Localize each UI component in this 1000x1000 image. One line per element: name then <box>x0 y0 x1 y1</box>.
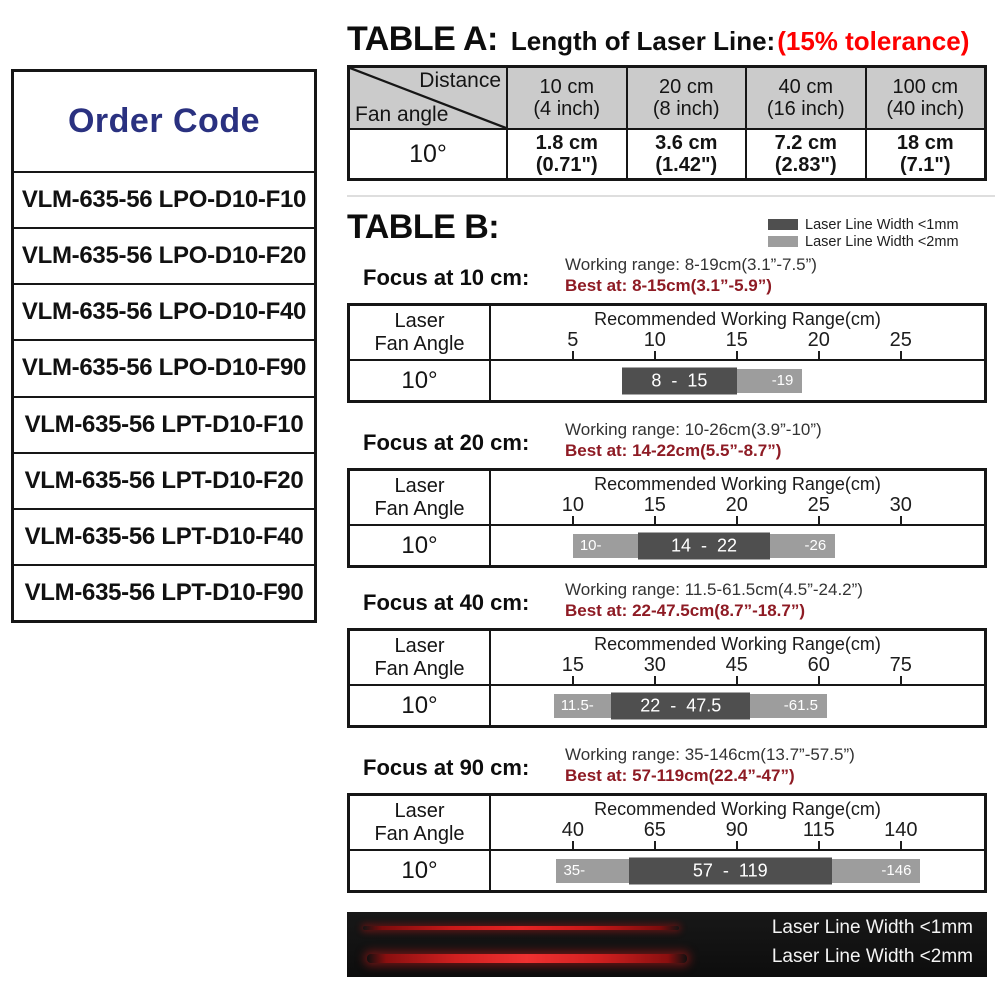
laser-line-thin-image <box>363 926 679 930</box>
fan-angle-line2: Fan Angle <box>374 657 465 680</box>
range-bars <box>491 526 984 565</box>
tick-mark <box>818 841 820 849</box>
corner-label-fan-angle: Fan angle <box>355 103 449 127</box>
bar-cell <box>491 851 984 890</box>
order-code-row: VLM-635-56 LPT-D10-F10 <box>14 396 314 452</box>
legend-swatch-dark <box>768 219 798 230</box>
table-a-title-row <box>347 20 995 59</box>
banner-label-1mm: Laser Line Width <1mm <box>771 917 973 938</box>
working-range-chart <box>347 793 987 893</box>
range-bar-dark: 8 - 15 <box>622 367 737 394</box>
tick-label: 15 <box>561 654 584 676</box>
table-b-title: TABLE B: <box>347 208 500 246</box>
tick-mark <box>736 676 738 684</box>
tick-mark <box>572 351 574 359</box>
corner-label-distance: Distance <box>419 69 501 92</box>
tick-mark <box>900 351 902 359</box>
laser-line-thick-image <box>367 954 687 963</box>
focus-info <box>565 579 863 621</box>
tick-mark <box>654 676 656 684</box>
axis-header <box>491 796 984 851</box>
laser-line-length-table <box>347 65 987 181</box>
focus-head <box>347 253 987 303</box>
table-a-col-header <box>506 68 626 128</box>
range-bar-light: -61.5 <box>750 694 827 718</box>
tick-label: 25 <box>807 494 830 516</box>
fan-angle-value: 10° <box>350 851 491 890</box>
fan-angle-value: 10° <box>350 526 491 565</box>
tick-label: 40 <box>561 819 584 841</box>
tick-label: 90 <box>725 819 748 841</box>
tick-label: 45 <box>725 654 748 676</box>
axis-title: Recommended Working Range(cm) <box>594 474 881 494</box>
axis-title: Recommended Working Range(cm) <box>594 634 881 654</box>
range-bar-light: -146 <box>832 859 921 883</box>
tick-label: 20 <box>725 494 748 516</box>
working-range-chart <box>347 628 987 728</box>
table-a-corner-cell <box>350 68 506 128</box>
focus-head <box>347 743 987 793</box>
focus-heading: Focus at 10 cm: <box>363 265 530 290</box>
length-cm: 7.2 cm <box>774 131 837 154</box>
distance-inch: (4 inch) <box>533 98 601 120</box>
tick-mark <box>900 841 902 849</box>
legend-swatch-light <box>768 236 798 247</box>
length-cm: 3.6 cm <box>655 131 718 154</box>
table-a-value-cell <box>506 128 626 178</box>
divider-rule <box>347 195 995 197</box>
fan-angle-line1: Laser <box>394 634 445 657</box>
length-cm: 18 cm <box>896 131 954 154</box>
fan-angle-line2: Fan Angle <box>374 822 465 845</box>
focus-section-40cm <box>347 578 987 731</box>
tick-mark <box>900 516 902 524</box>
axis-title: Recommended Working Range(cm) <box>594 799 881 819</box>
table-a-col-header <box>865 68 985 128</box>
length-inch: (0.71") <box>535 154 598 176</box>
range-bars <box>491 851 984 890</box>
tick-mark <box>736 841 738 849</box>
fan-angle-value: 10° <box>350 686 491 725</box>
working-range-text: Working range: 8-19cm(3.1”-7.5”) <box>565 255 817 274</box>
range-bars <box>491 361 984 400</box>
tick-mark <box>900 676 902 684</box>
length-cm: 1.8 cm <box>535 131 598 154</box>
axis-ticks <box>491 631 984 684</box>
bar-cell <box>491 361 984 400</box>
fan-angle-line1: Laser <box>394 474 445 497</box>
distance-cm: 10 cm <box>539 75 594 98</box>
legend-label: Laser Line Width <1mm <box>805 216 959 233</box>
table-a-value-cell <box>626 128 746 178</box>
table-a-value-cell <box>745 128 865 178</box>
tick-mark <box>654 841 656 849</box>
tick-mark <box>818 351 820 359</box>
length-inch: (2.83") <box>774 154 837 176</box>
tick-mark <box>736 351 738 359</box>
fan-angle-line1: Laser <box>394 799 445 822</box>
fan-angle-header <box>350 471 491 526</box>
working-range-text: Working range: 11.5-61.5cm(4.5”-24.2”) <box>565 580 863 599</box>
focus-info <box>565 254 817 296</box>
best-at-text: Best at: 22-47.5cm(8.7”-18.7”) <box>565 601 806 620</box>
tick-label: 15 <box>725 329 748 351</box>
range-bar-light: -26 <box>770 534 836 558</box>
fan-angle-header <box>350 631 491 686</box>
length-inch: (7.1") <box>899 154 951 176</box>
tick-label: 115 <box>802 819 835 841</box>
axis-ticks <box>491 796 984 849</box>
range-bar-dark: 22 - 47.5 <box>611 692 750 719</box>
order-code-row: VLM-635-56 LPO-D10-F90 <box>14 339 314 395</box>
legend-label: Laser Line Width <2mm <box>805 233 959 250</box>
tick-label: 25 <box>889 329 912 351</box>
range-bar-light: 10- <box>573 534 639 558</box>
focus-heading: Focus at 90 cm: <box>363 755 530 780</box>
tick-label: 65 <box>643 819 666 841</box>
tick-mark <box>736 516 738 524</box>
bar-cell <box>491 686 984 725</box>
length-inch: (1.42") <box>655 154 718 176</box>
tick-label: 10 <box>561 494 584 516</box>
focus-section-10cm <box>347 253 987 406</box>
order-code-row: VLM-635-56 LPT-D10-F40 <box>14 508 314 564</box>
banner-label-2mm: Laser Line Width <2mm <box>771 946 973 967</box>
tick-label: 30 <box>643 654 666 676</box>
tick-label: 10 <box>643 329 666 351</box>
focus-section-90cm <box>347 743 987 896</box>
tick-mark <box>654 516 656 524</box>
working-range-chart <box>347 303 987 403</box>
legend-row <box>768 234 988 249</box>
table-a-value-cell <box>865 128 985 178</box>
range-bar-light: -19 <box>737 369 803 393</box>
axis-header <box>491 631 984 686</box>
tick-mark <box>818 676 820 684</box>
line-width-legend <box>768 217 988 251</box>
focus-head <box>347 418 987 468</box>
tick-label: 5 <box>567 329 579 351</box>
range-bars <box>491 686 984 725</box>
focus-heading: Focus at 40 cm: <box>363 590 530 615</box>
order-code-row: VLM-635-56 LPO-D10-F40 <box>14 283 314 339</box>
order-code-table <box>11 69 317 623</box>
legend-row <box>768 217 988 232</box>
bar-cell <box>491 526 984 565</box>
order-code-row: VLM-635-56 LPT-D10-F20 <box>14 452 314 508</box>
range-bar-dark: 14 - 22 <box>638 532 769 559</box>
tick-label: 30 <box>889 494 912 516</box>
axis-header <box>491 471 984 526</box>
table-a-col-header <box>745 68 865 128</box>
order-code-row: VLM-635-56 LPO-D10-F10 <box>14 171 314 227</box>
best-at-text: Best at: 8-15cm(3.1”-5.9”) <box>565 276 772 295</box>
focus-head <box>347 578 987 628</box>
fan-angle-header <box>350 796 491 851</box>
axis-ticks <box>491 306 984 359</box>
tick-label: 75 <box>889 654 912 676</box>
tick-mark <box>654 351 656 359</box>
table-a-fan-angle-value: 10° <box>350 128 506 178</box>
tick-label: 20 <box>807 329 830 351</box>
distance-cm: 40 cm <box>778 75 833 98</box>
axis-ticks <box>491 471 984 524</box>
fan-angle-line1: Laser <box>394 309 445 332</box>
range-bar-dark: 57 - 119 <box>629 857 832 884</box>
focus-section-20cm <box>347 418 987 571</box>
focus-info <box>565 744 855 786</box>
table-a-title: TABLE A: <box>347 20 498 58</box>
best-at-text: Best at: 57-119cm(22.4”-47”) <box>565 766 795 785</box>
best-at-text: Best at: 14-22cm(5.5”-8.7”) <box>565 441 782 460</box>
axis-header <box>491 306 984 361</box>
distance-inch: (8 inch) <box>652 98 720 120</box>
order-code-row: VLM-635-56 LPT-D10-F90 <box>14 564 314 620</box>
distance-cm: 100 cm <box>892 75 959 98</box>
tick-mark <box>572 841 574 849</box>
tick-mark <box>818 516 820 524</box>
working-range-chart <box>347 468 987 568</box>
distance-cm: 20 cm <box>659 75 714 98</box>
fan-angle-value: 10° <box>350 361 491 400</box>
distance-inch: (40 inch) <box>886 98 965 120</box>
distance-inch: (16 inch) <box>766 98 845 120</box>
tick-label: 60 <box>807 654 830 676</box>
laser-line-photo-banner <box>347 912 987 977</box>
order-code-header: Order Code <box>67 102 261 140</box>
fan-angle-line2: Fan Angle <box>374 497 465 520</box>
working-range-text: Working range: 10-26cm(3.9”-10”) <box>565 420 822 439</box>
tick-mark <box>572 676 574 684</box>
focus-info <box>565 419 822 461</box>
range-bar-light: 35- <box>556 859 628 883</box>
order-code-row: VLM-635-56 LPO-D10-F20 <box>14 227 314 283</box>
tick-mark <box>572 516 574 524</box>
focus-heading: Focus at 20 cm: <box>363 430 530 455</box>
range-bar-light: 11.5- <box>554 694 611 718</box>
table-a-col-header <box>626 68 746 128</box>
fan-angle-header <box>350 306 491 361</box>
working-range-text: Working range: 35-146cm(13.7”-57.5”) <box>565 745 855 764</box>
table-a-subtitle: Length of Laser Line: <box>510 26 776 56</box>
tick-label: 140 <box>884 819 918 841</box>
axis-title: Recommended Working Range(cm) <box>594 309 881 329</box>
table-a-tolerance: (15% tolerance) <box>777 26 970 56</box>
fan-angle-line2: Fan Angle <box>374 332 465 355</box>
tick-label: 15 <box>643 494 666 516</box>
